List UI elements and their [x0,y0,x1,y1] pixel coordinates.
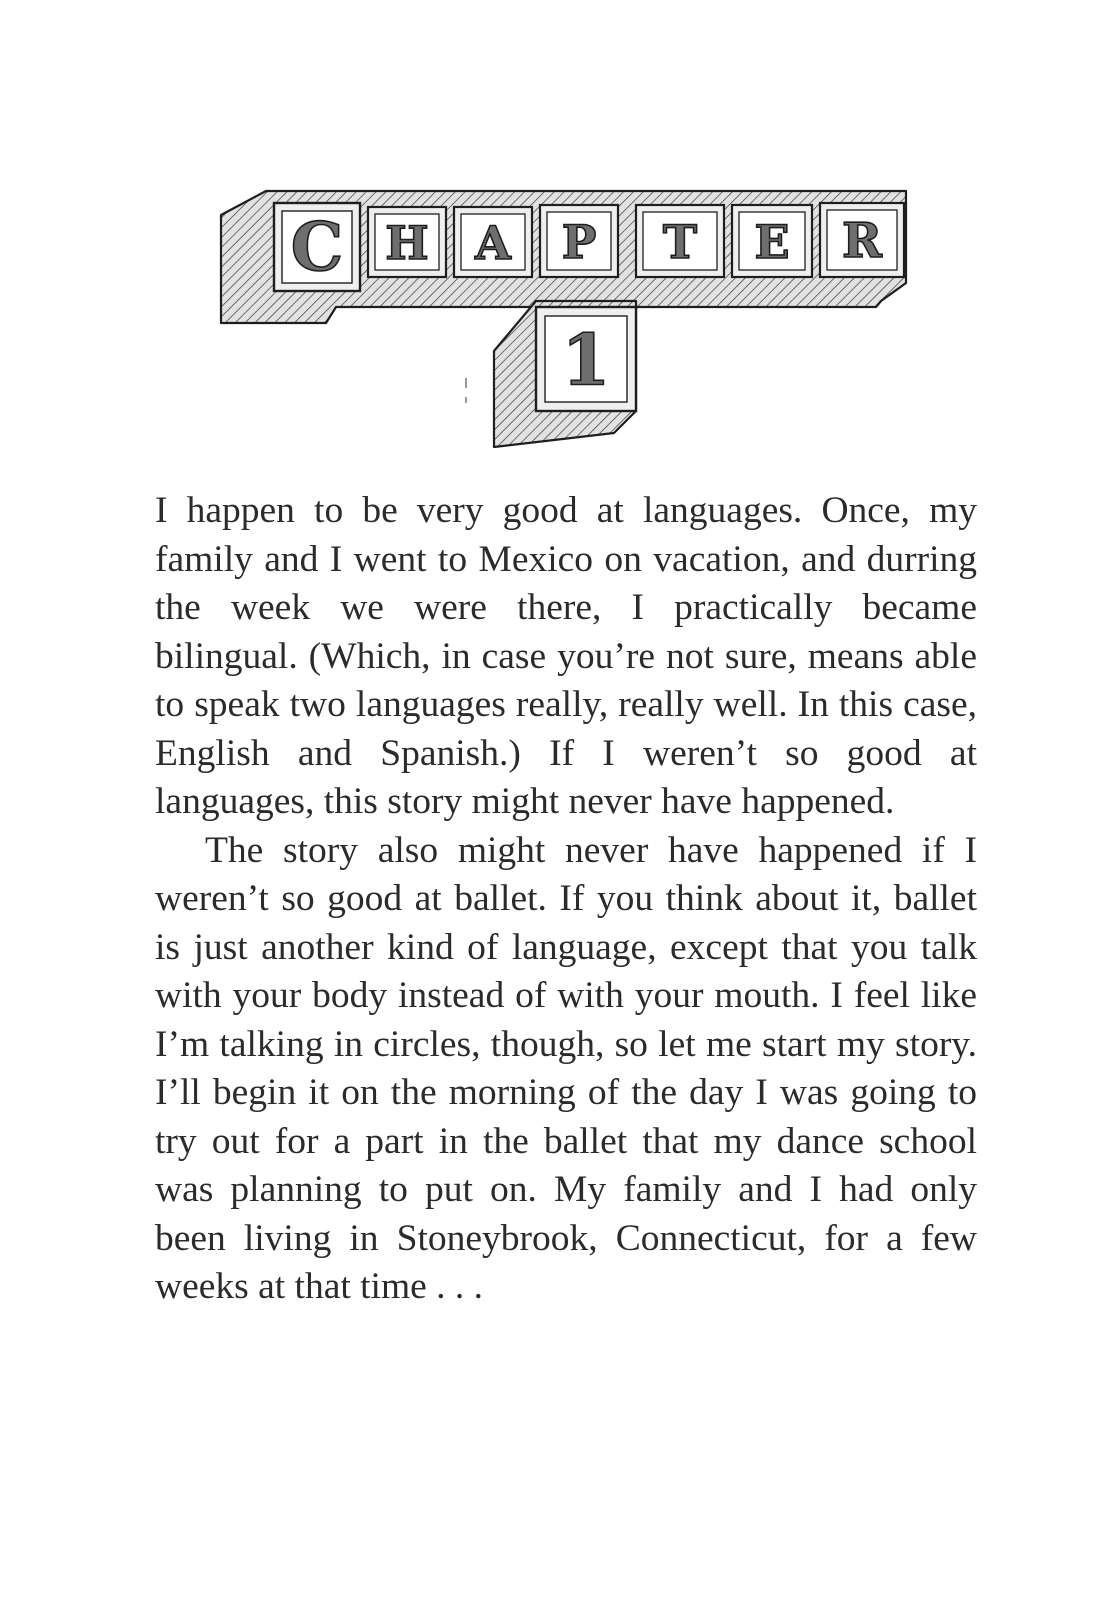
chapter-letter-block [636,205,724,277]
letter-r: R [842,213,882,269]
chapter-letter-block [820,203,904,277]
chapter-letter-block [274,203,360,291]
chapter-number: 1 [561,318,611,402]
letter-h: H [385,216,429,270]
chapter-number-block [536,307,636,411]
chapter-letter-block [454,207,532,277]
letter-t: T [662,215,698,269]
paragraph: I happen to be very good at languages. Once, my family and I went to Mexico on vacation, and durring the week we were there, I practically became bilingual. (Which, in case you’re not sure, means able to speak two languages really, really well. In this case, English and Spanish.) If I weren’t so good at languages, this story might never have happened. [155,490,977,822]
letter-blocks [274,203,904,291]
paragraph: The story also might never have happened if I weren’t so good at ballet. If you think about it, ballet is just another kind of language, except that you talk with your body instead of with your mouth. I feel like I’m talking in circles, though, so let me start my story. I’ll begin it on the morning of the day I was going to try out for a part in the ballet that my dance school was planning to put on. My family and I had only been living in Stoneybrook, Connecticut, for a few weeks at that time . . . [155,829,977,1307]
letter-c: C [290,208,344,286]
chapter-heading [216,183,916,451]
chapter-letter-block [732,205,812,277]
chapter-letter-block [368,207,446,277]
letter-a: A [475,216,511,270]
chapter-letter-block [540,205,618,277]
letter-p: P [561,215,597,269]
chapter-blocks-illustration [216,183,916,451]
letter-e: E [754,215,790,269]
chapter-body-text [155,487,977,1312]
